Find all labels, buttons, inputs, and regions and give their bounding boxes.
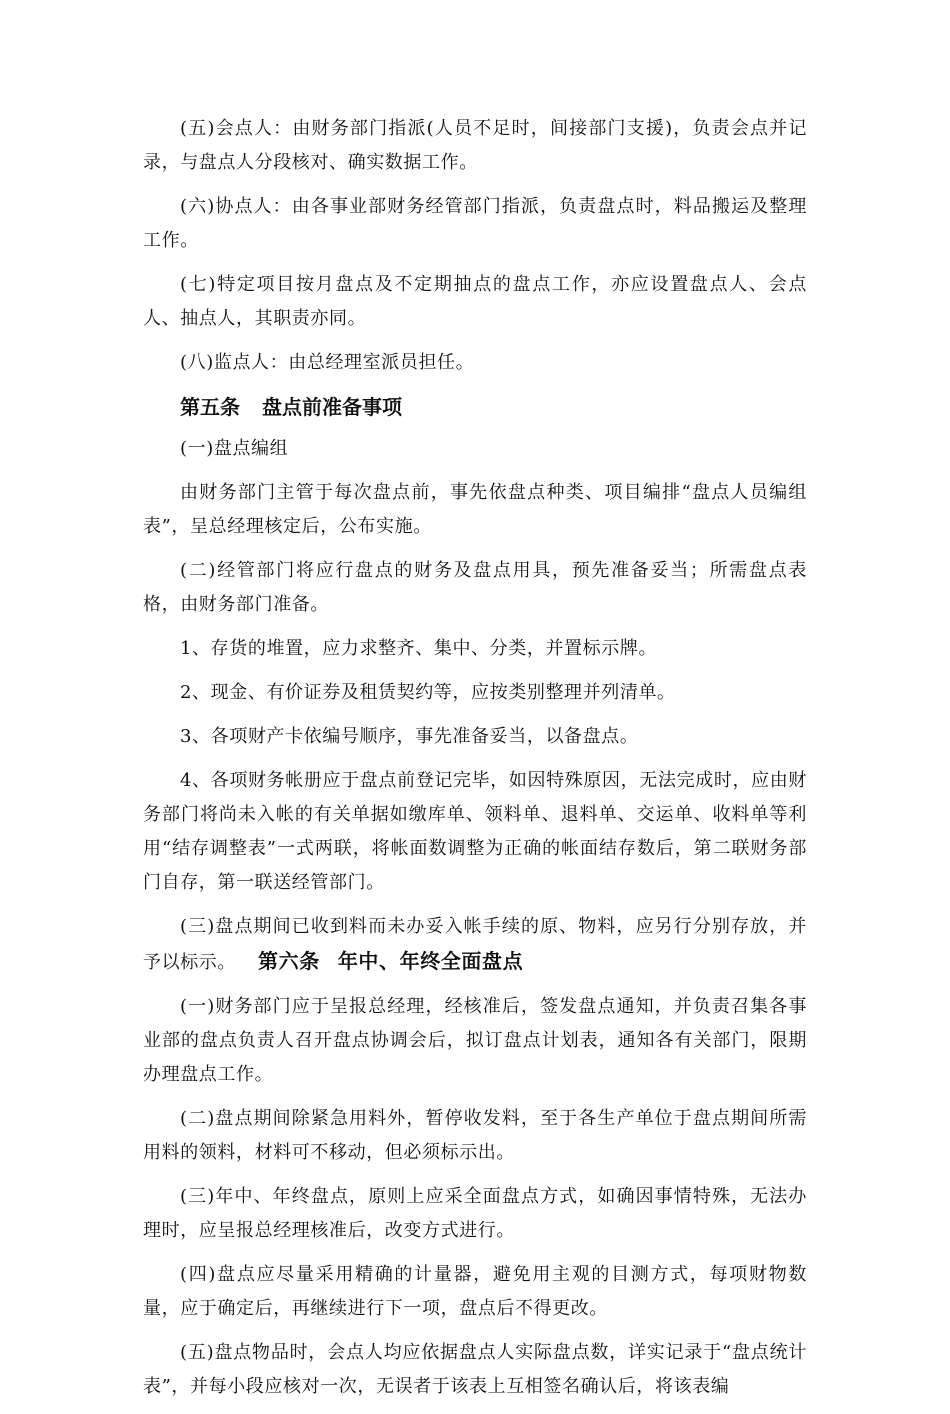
paragraph-text: (三)盘点期间已收到料而未办妥入帐手续的原、物料，应另行分别存放，并予以标示。: [143, 916, 807, 973]
paragraph-with-article-6: [143, 910, 807, 980]
paragraph: (四)盘点应尽量采用精确的计量器，避免用主观的目测方式，每项财物数量，应于确定后，再继续进行下一项，盘点后不得更改。: [143, 1264, 807, 1319]
paragraph: (一)盘点编组: [180, 438, 289, 459]
paragraph: (七)特定项目按月盘点及不定期抽点的盘点工作，亦应设置盘点人、会点人、抽点人，其职责亦同。: [143, 274, 807, 329]
paragraph: 3、各项财产卡依编号顺序，事先准备妥当，以备盘点。: [180, 726, 639, 747]
paragraph: (五)盘点物品时，会点人均应依据盘点人实际盘点数，详实记录于“盘点统计表”，并每小段应核对一次，无误者于该表上互相签名确认后，将该表编: [143, 1342, 807, 1397]
article-5-heading: [143, 390, 807, 424]
article-5-title: 盘点前准备事项: [262, 395, 402, 419]
paragraph: (二)经管部门将应行盘点的财务及盘点用具，预先准备妥当；所需盘点表格，由财务部门准备。: [143, 560, 807, 615]
article-6-heading: [258, 949, 523, 973]
paragraph: (八)监点人：由总经理室派员担任。: [180, 352, 475, 373]
paragraph: 由财务部门主管于每次盘点前，事先依盘点种类、项目编排“盘点人员编组表”，呈总经理核定后，公布实施。: [143, 482, 807, 537]
document-body: [143, 112, 807, 1414]
paragraph: (六)协点人：由各事业部财务经管部门指派，负责盘点时，料品搬运及整理工作。: [143, 196, 807, 251]
paragraph: 1、存货的堆置，应力求整齐、集中、分类，并置标示牌。: [180, 638, 658, 659]
article-5-label: 第五条: [180, 395, 240, 419]
article-6-title: 年中、年终全面盘点: [337, 949, 524, 973]
paragraph: (二)盘点期间除紧急用料外，暂停收发料，至于各生产单位于盘点期间所需用料的领料，材料可不移动，但必须标示出。: [143, 1108, 807, 1163]
paragraph: 4、各项财务帐册应于盘点前登记完毕，如因特殊原因，无法完成时，应由财务部门将尚未入帐的有关单据如缴库单、领料单、退料单、交运单、收料单等利用“结存调整表”一式两联，将帐面数调整为正确的帐面结存数后，第二联财务部门自存，第一联送经管部门。: [143, 770, 807, 893]
article-6-label: 第六条: [258, 949, 320, 973]
paragraph: 2、现金、有价证券及租赁契约等，应按类别整理并列清单。: [180, 682, 676, 703]
paragraph: (三)年中、年终盘点，原则上应采全面盘点方式，如确因事情特殊，无法办理时，应呈报总经理核准后，改变方式进行。: [143, 1186, 807, 1241]
paragraph: (五)会点人：由财务部门指派(人员不足时，间接部门支援)，负责会点并记录，与盘点人分段核对、确实数据工作。: [143, 118, 807, 173]
paragraph: (一)财务部门应于呈报总经理，经核准后，签发盘点通知，并负责召集各事业部的盘点负责人召开盘点协调会后，拟订盘点计划表，通知各有关部门，限期办理盘点工作。: [143, 996, 807, 1085]
